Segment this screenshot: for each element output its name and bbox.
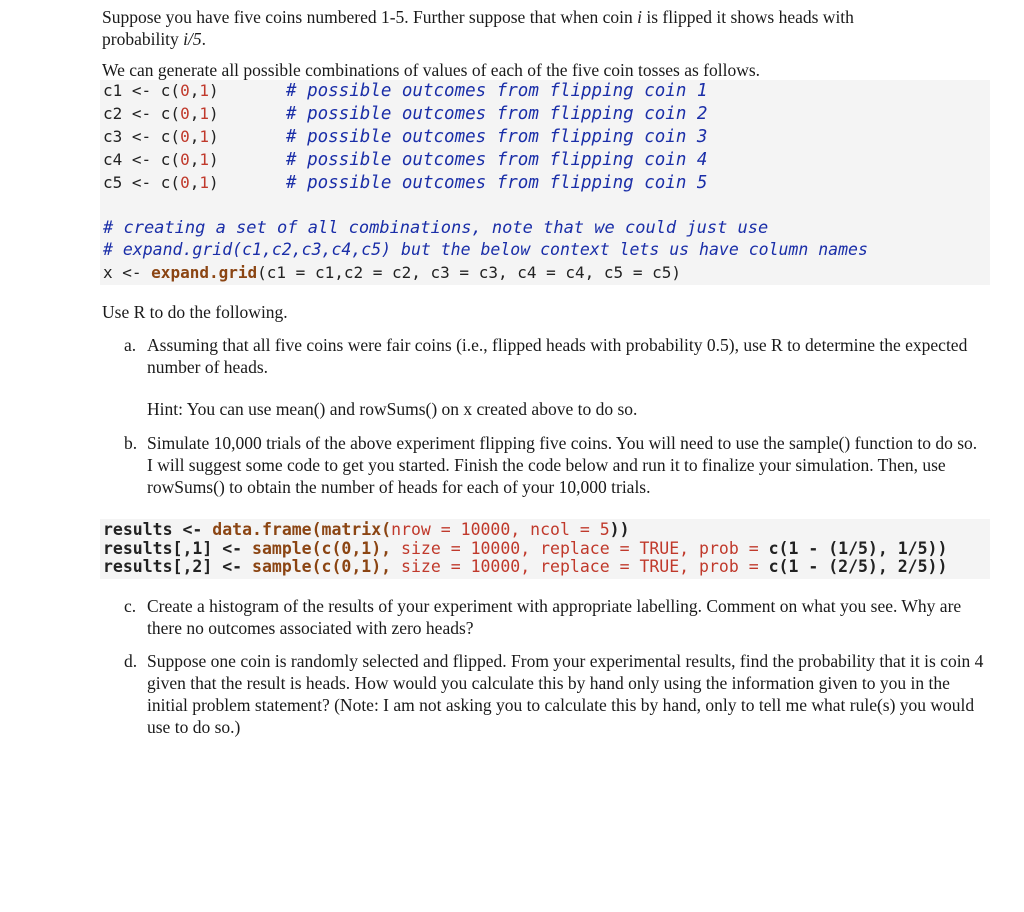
code-block-combinations [100,80,990,285]
code-comment-c1: # possible outcomes from flipping coin 1 [286,81,708,101]
question-c [124,595,984,639]
var-i: i [637,7,642,27]
code-line-results-init: results <- data.frame(matrix(nrow = 10000, ncol = 5)) [103,520,630,539]
question-a [124,334,984,378]
question-a-label: a. [124,335,137,355]
question-d-label: d. [124,651,138,671]
question-c-text: Create a histogram of the results of your experiment with appropriate labelling. Comment on what you see. Why are there no outcomes associated with zero heads? [147,596,962,638]
question-d [124,650,984,738]
intro-paragraph: Suppose you have five coins numbered 1-5. Further suppose that when coin i is flipped it shows heads with probability i/5. [102,7,854,49]
use-r-text: Use R to do the following. [102,302,288,322]
code-comment-c5: # possible outcomes from flipping coin 5 [286,173,708,193]
question-c-label: c. [124,596,137,616]
code-line-results-col2: results[,2] <- sample(c(0,1), size = 10000, replace = TRUE, prob = c(1 - (2/5), 2/5)) [103,557,948,576]
code-comment-expand-grid: # expand.grid(c1,c2,c3,c4,c5) but the below context lets us have column names [103,240,868,259]
question-b-text: Simulate 10,000 trials of the above experiment flipping five coins. You will need to use the sample() function to do so. I will suggest some code to get you started. Finish the code below and run it to finalize your simulation. Then, use rowSums() to obtain the number of heads for each of your 10,000 trials. [147,433,978,497]
question-a-hint: Hint: You can use mean() and rowSums() on x created above to do so. [147,399,638,419]
question-d-text: Suppose one coin is randomly selected and flipped. From your experimental results, find the probability that it is coin 4 given that the result is heads. How would you calculate this by hand only using the information given to you in the initial problem statement? (Note: I am not asking you to calculate this by hand, only to tell me what rule(s) you would use to do so.) [147,651,984,737]
code-line-c3: c3 <- c(0,1) [103,127,219,146]
code-comment-c3: # possible outcomes from flipping coin 3 [286,127,708,147]
question-b-label: b. [124,433,138,453]
code-line-c1: c1 <- c(0,1) [103,81,219,100]
code-block-simulation [100,519,990,579]
code-comment-combinations: # creating a set of all combinations, note that we could just use [103,218,769,238]
code-line-results-col1: results[,1] <- sample(c(0,1), size = 10000, replace = TRUE, prob = c(1 - (1/5), 1/5)) [103,539,948,558]
code-line-expand-grid: x <- expand.grid(c1 = c1,c2 = c2, c3 = c3, c4 = c4, c5 = c5) [103,263,681,282]
question-a-text: Assuming that all five coins were fair coins (i.e., flipped heads with probability 0.5), use R to determine the expected number of heads. [147,335,968,377]
code-line-c4: c4 <- c(0,1) [103,150,219,169]
question-b [124,432,984,498]
code-line-c2: c2 <- c(0,1) [103,104,219,123]
probability-expr: i/5 [183,29,202,49]
generate-text: We can generate all possible combinations of values of each of the five coin tosses as follows. [102,60,761,80]
code-comment-c4: # possible outcomes from flipping coin 4 [286,150,708,170]
code-comment-c2: # possible outcomes from flipping coin 2 [286,104,708,124]
code-line-c5: c5 <- c(0,1) [103,173,219,192]
